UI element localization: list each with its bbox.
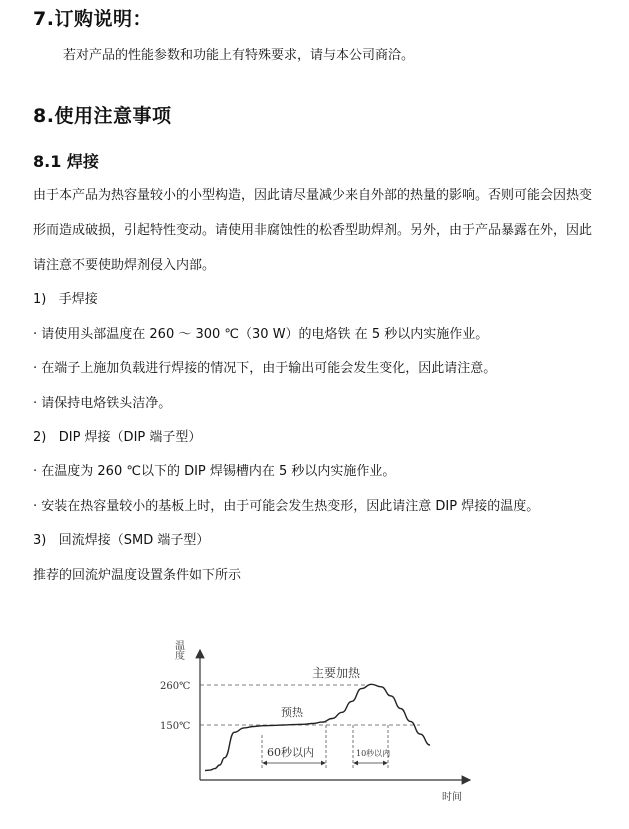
tick-260: 260℃ [160,681,191,692]
item2-bullet-1: · 在温度为 260 ℃以下的 DIP 焊锡槽内在 5 秒以内实施作业。 [33,464,396,479]
section7-body: 若对产品的性能参数和功能上有特殊要求，请与本公司商洽。 [63,48,415,63]
item1-bullet-1: · 请使用头部温度在 260 ～ 300 ℃（30 W）的电烙铁 在 5 秒以内实施作业。 [33,327,489,342]
profile-curve [205,684,430,770]
intro-line-1: 由于本产品为热容量较小的小型构造，因此请尽量减少来自外部的热量的影响。否则可能会因热变 [33,188,593,203]
item1-title: 1) 手焊接 [33,292,98,307]
intro-line-2: 形而造成破损，引起特性变动。请使用非腐蚀性的松香型助焊剂。另外，由于产品暴露在外，因此 [33,223,593,238]
item3-text: 推荐的回流炉温度设置条件如下所示 [33,568,242,583]
item3-title: 3) 回流焊接（SMD 端子型） [33,533,210,548]
x-axis-label: 时间 [442,792,462,803]
reflow-profile-chart [0,600,629,829]
item1-bullet-3: · 请保持电烙铁头洁净。 [33,396,172,411]
label-10s: 10秒以内 [356,749,391,758]
item2-title: 2) DIP 焊接（DIP 端子型） [33,430,202,445]
item2-bullet-2: · 安装在热容量较小的基板上时，由于可能会发生热变形，因此请注意 DIP 焊接的温度。 [33,499,540,514]
section7-title: 7.订购说明： [33,8,152,30]
item1-bullet-2: · 在端子上施加负载进行焊接的情况下，由于输出可能会发生变化，因此请注意。 [33,361,497,376]
label-preheat: 预热 [281,706,303,719]
tick-150: 150℃ [160,721,191,732]
section8-title: 8.使用注意事项 [33,105,172,127]
y-axis-label: 温度 [172,640,184,660]
label-main-heat: 主要加热 [312,666,361,680]
section8-1-title: 8.1 焊接 [33,152,99,171]
intro-line-3: 请注意不要使助焊剂侵入内部。 [33,258,216,273]
label-60s: 60秒以内 [267,746,314,759]
